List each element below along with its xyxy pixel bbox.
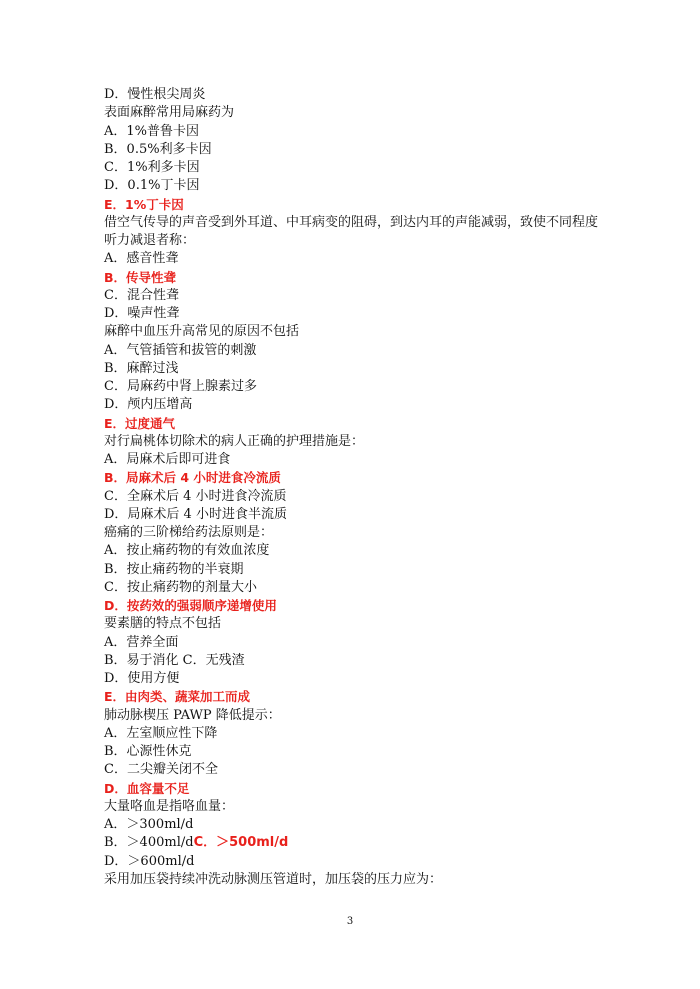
text-line [104, 506, 604, 524]
answer-line [104, 196, 604, 214]
line-text: A．局麻术后即可进食 [104, 452, 231, 467]
answer-line [104, 688, 604, 706]
text-line [104, 707, 604, 725]
text-line [104, 524, 604, 542]
line-text: 癌痛的三阶梯给药法原则是： [104, 525, 274, 540]
text-line [104, 360, 604, 378]
text-line [104, 250, 604, 268]
line-text: A．1%普鲁卡因 [104, 123, 200, 139]
text-line [104, 287, 604, 305]
text-line [104, 834, 604, 852]
text-line [104, 670, 604, 688]
line-text: 要素膳的特点不包括 [104, 616, 222, 632]
line-text: D．血容量不足 [104, 780, 190, 796]
text-line [104, 488, 604, 506]
line-text: B．易于消化 C．无残渣 [104, 652, 245, 668]
answer-line [104, 269, 604, 287]
text-line [104, 743, 604, 761]
answer-line [104, 780, 604, 798]
text-line [104, 214, 604, 251]
line-text: D．使用方便 [104, 671, 180, 686]
line-text: D．＞600ml/d [104, 853, 195, 869]
line-text: A．感音性聋 [104, 251, 179, 267]
line-text: A．左室顺应性下降 [104, 725, 218, 741]
line-text: 对行扁桃体切除术的病人正确的护理措施是： [104, 433, 365, 449]
line-text: D．局麻术后 4 小时进食半流质 [104, 506, 287, 522]
text-line [104, 853, 604, 871]
line-text: E．过度通气 [104, 415, 176, 431]
line-text: C．二尖瓣关闭不全 [104, 762, 218, 778]
line-text: A．＞300ml/d [104, 817, 194, 832]
text-line [104, 323, 604, 341]
line-text: C．全麻术后 4 小时进食冷流质 [104, 488, 287, 504]
text-line [104, 305, 604, 323]
line-text: C．局麻药中肾上腺素过多 [104, 379, 257, 394]
text-line [104, 816, 604, 834]
line-text: 表面麻醉常用局麻药为 [104, 105, 235, 121]
answer-line [104, 597, 604, 615]
line-text: C．混合性聋 [104, 287, 179, 303]
page-number: 3 [346, 916, 354, 927]
line-text: B．心源性休克 [104, 744, 192, 759]
line-text: E．1%丁卡因 [104, 196, 184, 212]
line-text: D．慢性根尖周炎 [104, 87, 206, 102]
line-text: A．营养全面 [104, 634, 179, 650]
answer-line [104, 469, 604, 487]
line-text: 麻醉中血压升高常见的原因不包括 [104, 324, 300, 340]
answer-line [104, 415, 604, 433]
text-line [104, 104, 604, 122]
text-line [104, 542, 604, 560]
document-body [104, 86, 604, 889]
text-line [104, 177, 604, 195]
line-text: B．麻醉过浅 [104, 360, 179, 376]
text-line [104, 615, 604, 633]
line-text: D．噪声性聋 [104, 306, 180, 321]
text-line [104, 141, 604, 159]
line-text: D．颅内压增高 [104, 397, 193, 413]
line-text: B．＞400ml/d [104, 835, 194, 851]
line-text: A．按止痛药物的有效血浓度 [104, 543, 270, 559]
text-line [104, 159, 604, 177]
line-text: A．气管插管和拔管的刺激 [104, 342, 257, 358]
line-text: D．按药效的强弱顺序递增使用 [104, 598, 277, 613]
text-line [104, 579, 604, 597]
line-text: 肺动脉楔压 PAWP 降低提示： [104, 707, 281, 723]
inline-answer: C．＞500ml/d [193, 835, 289, 851]
line-text: D．0.1%丁卡因 [104, 178, 200, 194]
text-line [104, 871, 604, 889]
line-text: E．由肉类、蔬菜加工而成 [104, 689, 251, 705]
text-line [104, 396, 604, 414]
text-line [104, 561, 604, 579]
text-line [104, 725, 604, 743]
text-line [104, 761, 604, 779]
line-text: B．0.5%利多卡因 [104, 141, 212, 157]
text-line [104, 652, 604, 670]
line-text: C．按止痛药物的剂量大小 [104, 579, 257, 595]
text-line [104, 433, 604, 451]
text-line [104, 123, 604, 141]
text-line [104, 342, 604, 360]
line-text: 大量咯血是指咯血量： [104, 798, 235, 814]
line-text: 借空气传导的声音受到外耳道、中耳病变的阻碍，到达内耳的声能减弱，致使不同程度听力减退者称： [104, 214, 599, 248]
line-text: C．1%利多卡因 [104, 160, 200, 175]
text-line [104, 86, 604, 104]
text-line [104, 798, 604, 816]
text-line [104, 378, 604, 396]
line-text: B．传导性聋 [104, 269, 177, 285]
line-text: B．局麻术后 4 小时进食冷流质 [104, 470, 281, 486]
line-text: B．按止痛药物的半衰期 [104, 561, 244, 577]
text-line [104, 634, 604, 652]
text-line [104, 451, 604, 469]
line-text: 采用加压袋持续冲洗动脉测压管道时，加压袋的压力应为： [104, 871, 443, 887]
